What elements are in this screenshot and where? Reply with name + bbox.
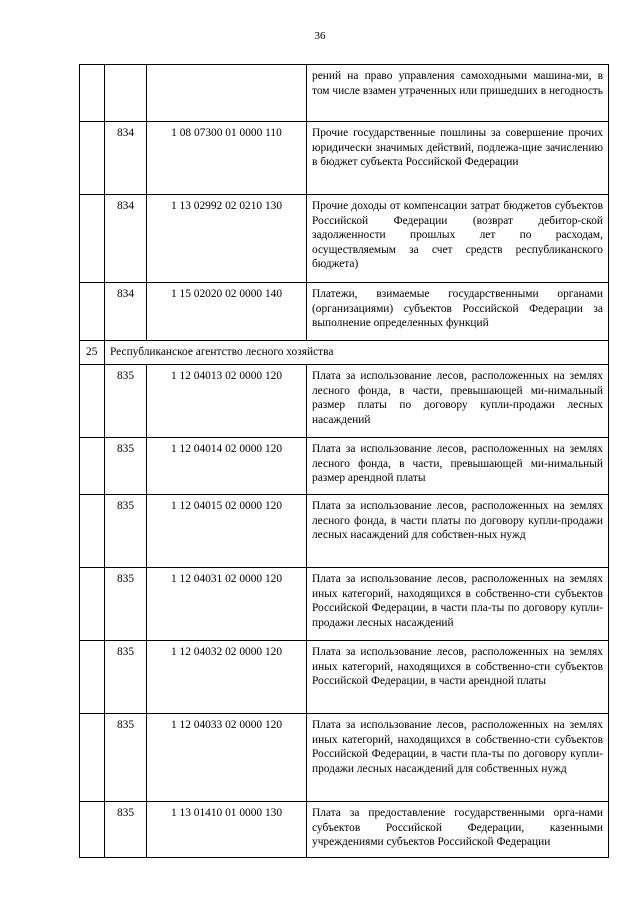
revenue-code-cell: 1 12 04013 02 0000 120 <box>147 365 307 438</box>
description-cell: Плата за использование лесов, расположенных на землях лесного фонда, в части, превышающей ми-нимальный размер арендной платы <box>307 438 609 495</box>
description-cell: Плата за предоставление государственными орга-нами субъектов Российской Федерации, казенными учреждениями субъектов Российской Федерации <box>307 802 609 858</box>
table-row <box>80 641 609 714</box>
admin-code-cell: 834 <box>105 283 147 341</box>
revenue-code-cell: 1 12 04015 02 0000 120 <box>147 495 307 568</box>
admin-code-cell: 835 <box>105 641 147 714</box>
admin-code-cell <box>105 65 147 122</box>
table-row <box>80 195 609 283</box>
table-row <box>80 802 609 858</box>
table-row <box>80 65 609 122</box>
row-number-cell <box>80 641 105 714</box>
admin-code-cell: 835 <box>105 365 147 438</box>
table-row <box>80 283 609 341</box>
description-cell: Плата за использование лесов, расположенных на землях иных категорий, находящихся в собственно-сти субъектов Российской Федерации, в части пла-ты по договору купли-продажи лесных насаждений для собственных нужд <box>307 714 609 802</box>
section-title: Республиканское агентство лесного хозяйства <box>105 341 609 365</box>
table-row <box>80 438 609 495</box>
description-cell: Плата за использование лесов, расположенных на землях иных категорий, находящихся в собственно-сти субъектов Российской Федерации, в части пла-ты по договору купли-продажи лесных насаждений <box>307 568 609 641</box>
revenue-code-cell: 1 13 01410 01 0000 130 <box>147 802 307 858</box>
table-row <box>80 568 609 641</box>
revenue-code-cell: 1 13 02992 02 0210 130 <box>147 195 307 283</box>
row-number-cell <box>80 495 105 568</box>
revenue-codes-table <box>79 64 609 858</box>
description-cell: Плата за использование лесов, расположенных на землях лесного фонда, в части, превышающей ми-нимальный размер платы по договору купли-продажи лесных насаждений <box>307 365 609 438</box>
description-cell: рений на право управления самоходными машина-ми, в том числе взамен утраченных или пришедших в негодность <box>307 65 609 122</box>
admin-code-cell: 834 <box>105 122 147 195</box>
description-cell: Прочие государственные пошлины за совершение прочих юридически значимых действий, подлежа-щие зачислению в бюджет субъекта Российской Федерации <box>307 122 609 195</box>
row-number-cell <box>80 568 105 641</box>
row-number-cell <box>80 65 105 122</box>
description-cell: Прочие доходы от компенсации затрат бюджетов субъектов Российской Федерации (возврат дебитор-ской задолженности прошлых лет по расходам, осуществляемым за счет средств республиканского бюджета) <box>307 195 609 283</box>
revenue-code-cell: 1 12 04031 02 0000 120 <box>147 568 307 641</box>
admin-code-cell: 835 <box>105 802 147 858</box>
revenue-code-cell <box>147 65 307 122</box>
admin-code-cell: 835 <box>105 495 147 568</box>
row-number-cell <box>80 283 105 341</box>
description-cell: Плата за использование лесов, расположенных на землях лесного фонда, в части платы по договору купли-продажи лесных насаждений для собствен-ных нужд <box>307 495 609 568</box>
admin-code-cell: 835 <box>105 714 147 802</box>
row-number-cell <box>80 365 105 438</box>
row-number-cell <box>80 714 105 802</box>
admin-code-cell: 834 <box>105 195 147 283</box>
row-number-cell <box>80 122 105 195</box>
page-number: 36 <box>314 30 326 42</box>
description-cell: Плата за использование лесов, расположенных на землях иных категорий, находящихся в собственно-сти субъектов Российской Федерации, в части арендной платы <box>307 641 609 714</box>
admin-code-cell: 835 <box>105 438 147 495</box>
table-row <box>80 365 609 438</box>
admin-code-cell: 835 <box>105 568 147 641</box>
section-number: 25 <box>80 341 105 365</box>
row-number-cell <box>80 802 105 858</box>
row-number-cell <box>80 438 105 495</box>
row-number-cell <box>80 195 105 283</box>
revenue-code-cell: 1 15 02020 02 0000 140 <box>147 283 307 341</box>
revenue-code-cell: 1 08 07300 01 0000 110 <box>147 122 307 195</box>
section-header-row <box>80 341 609 365</box>
revenue-code-cell: 1 12 04032 02 0000 120 <box>147 641 307 714</box>
revenue-code-cell: 1 12 04033 02 0000 120 <box>147 714 307 802</box>
table-row <box>80 495 609 568</box>
table-row <box>80 714 609 802</box>
description-cell: Платежи, взимаемые государственными органами (организациями) субъектов Российской Федерации за выполнение определенных функций <box>307 283 609 341</box>
table-row <box>80 122 609 195</box>
revenue-code-cell: 1 12 04014 02 0000 120 <box>147 438 307 495</box>
